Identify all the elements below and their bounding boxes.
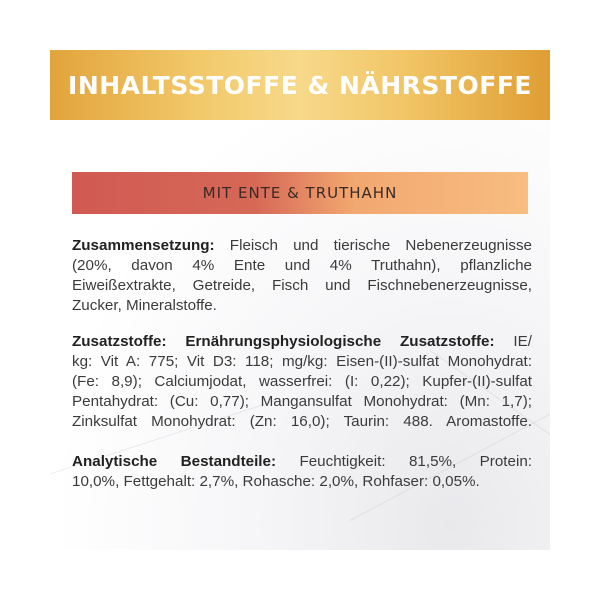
- composition-line: Zucker, Mineralstoffe.: [72, 297, 217, 314]
- composition-line: [72, 236, 532, 256]
- flavor-banner: [72, 172, 528, 214]
- composition-section: [72, 236, 532, 316]
- additives-line: Pentahydrat: (Cu: 0,77); Mangansulfat Monohydrat: (Mn: 1,7);: [72, 393, 532, 410]
- additives-text: IE/: [494, 333, 532, 350]
- analysis-text: Feuchtigkeit: 81,5%, Protein:: [276, 453, 532, 470]
- analysis-section: [72, 452, 532, 492]
- page-title: INHALTSSTOFFE & NÄHRSTOFFE: [68, 70, 532, 100]
- product-info-card: [50, 50, 550, 550]
- header-banner: [50, 50, 550, 120]
- additives-section: [72, 332, 532, 432]
- composition-text: Fleisch und tierische Nebenerzeugnisse: [214, 237, 532, 254]
- additives-line: [72, 332, 532, 352]
- additives-line: (Fe: 8,9); Calciumjodat, wasserfrei: (I: 0,22); Kupfer-(II)-sulfat: [72, 373, 532, 390]
- analysis-line: 10,0%, Fettgehalt: 2,7%, Rohasche: 2,0%, Rohfaser: 0,05%.: [72, 473, 480, 490]
- additives-line: kg: Vit A: 775; Vit D3: 118; mg/kg: Eisen-(II)-sulfat Monohydrat:: [72, 353, 532, 370]
- flavor-label: MIT ENTE & TRUTHAHN: [202, 184, 398, 202]
- additives-line: Zinksulfat Monohydrat: (Zn: 16,0); Taurin: 488. Aromastoffe.: [72, 413, 532, 430]
- composition-line: Eiweißextrakte, Getreide, Fisch und Fischnebenerzeugnisse,: [72, 277, 532, 294]
- composition-label: Zusammensetzung:: [72, 237, 215, 254]
- composition-line: (20%, davon 4% Ente und 4% Truthahn), pflanzliche: [72, 257, 532, 274]
- analysis-label: Analytische Bestandteile:: [72, 453, 277, 470]
- analysis-line: [72, 452, 532, 472]
- additives-label: Zusatzstoffe: Ernährungsphysiologische Zusatzstoffe:: [72, 333, 495, 350]
